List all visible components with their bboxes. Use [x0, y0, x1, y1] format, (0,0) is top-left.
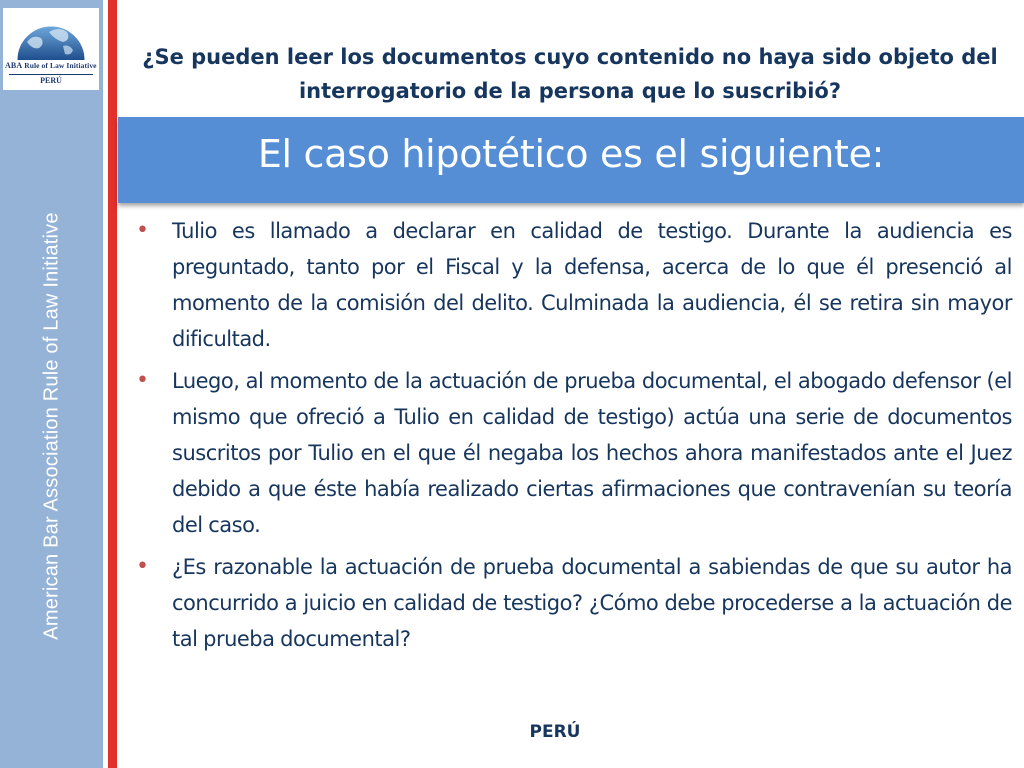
bullet-icon: •	[136, 368, 149, 393]
accent-bar	[108, 0, 117, 768]
slide-question: ¿Se pueden leer los documentos cuyo contenido no haya sido objeto del interrogatorio de la persona que lo suscribió?	[142, 45, 998, 103]
bullet-item	[130, 213, 1012, 357]
bullet-list	[130, 213, 1012, 663]
bullet-icon: •	[136, 554, 149, 579]
bullet-text: Tulio es llamado a declarar en calidad de testigo. Durante la audiencia es preguntado, tanto por el Fiscal y la defensa, acerca de lo que él presenció al momento de la comisión del delito. Culminada la audiencia, él se retira sin mayor dificultad.	[172, 219, 1012, 351]
bullet-icon: •	[136, 218, 149, 243]
bullet-text: ¿Es razonable la actuación de prueba documental a sabiendas de que su autor ha concurrido a juicio en calidad de testigo? ¿Cómo debe procederse a la actuación de tal prueba documental?	[172, 555, 1012, 651]
logo-aba-mark: ABA	[5, 61, 23, 70]
slide-title: El caso hipotético es el siguiente:	[257, 132, 885, 176]
bullet-item	[130, 549, 1012, 657]
globe-icon	[13, 12, 89, 62]
sidebar	[0, 0, 103, 768]
logo-divider	[9, 74, 93, 75]
title-banner	[118, 117, 1024, 203]
sidebar-vertical-title: American Bar Association Rule of Law Initiative	[40, 212, 63, 640]
logo-org-text	[5, 61, 97, 74]
footer-country: PERÚ	[529, 722, 581, 742]
logo-org-name: Rule of Law Initiative	[24, 61, 97, 70]
bullet-text: Luego, al momento de la actuación de prueba documental, el abogado defensor (el mismo que ofreció a Tulio en calidad de testigo) actúa una serie de documentos suscritos por Tulio en el que él negaba los hechos ahora manifestados ante el Juez debido a que éste había realizado ciertas afirmaciones que contravenían su teoría del caso.	[172, 369, 1012, 537]
bullet-item	[130, 363, 1012, 543]
logo-country: PERÚ	[40, 76, 62, 85]
aba-rule-of-law-logo	[3, 8, 99, 90]
